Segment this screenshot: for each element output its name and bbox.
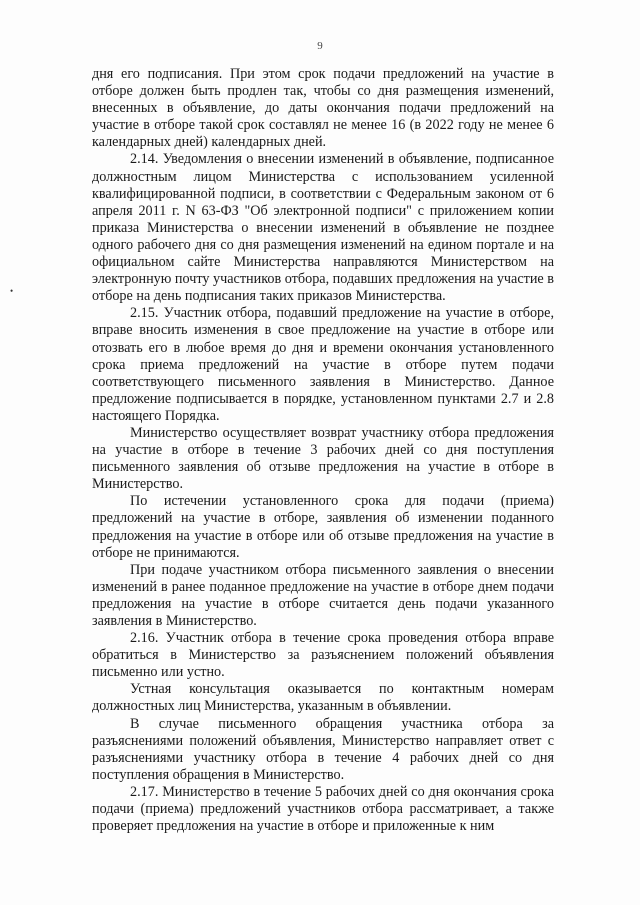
paragraph: 2.14. Уведомления о внесении изменений в объявление, подписанное должностным лицом Министерства с использованием усиленной квалифицированной подписи, в соответствии с Федеральным законом от 6 апреля 2011 г. N 63-ФЗ "Об электронной подписи" с приложением копии приказа Министерства о внесении изменений в объявление не позднее одного рабочего дня со дня размещения изменений на едином портале и на официальном сайте Министерства направляются Министерством на электронную почту участников отбора, подавших предложения на участие в отборе на день подписания таких приказов Министерства. — [92, 151, 554, 305]
paragraph: 2.15. Участник отбора, подавший предложение на участие в отборе, вправе вносить изменения в свое предложение на участие в отборе или отозвать его в любое время до дня и времени окончания установленного срока приема предложений на участие в отборе путем подачи соответствующего письменного заявления в Министерство. Данное предложение подписывается в порядке, установленном пунктами 2.7 и 2.8 настоящего Порядка. — [92, 305, 554, 424]
paragraph: 2.17. Министерство в течение 5 рабочих дней со дня окончания срока подачи (приема) предложений участников отбора рассматривает, а также проверяет предложения на участие в отборе и приложенные к ним — [92, 783, 554, 835]
document-body — [92, 66, 554, 835]
page-number: 9 — [317, 40, 323, 52]
paragraph: Министерство осуществляет возврат участнику отбора предложения на участие в отборе в течение 3 рабочих дней со дня поступления письменного заявления об отзыве предложения на участие в отборе в Министерство. — [92, 424, 554, 493]
paragraph: дня его подписания. При этом срок подачи предложений на участие в отборе должен быть продлен так, чтобы со дня размещения изменений, внесенных в объявление, до даты окончания подачи предложений на участие в отборе такой срок составлял не менее 16 (в 2022 году не менее 6 календарных дней) календарных дней. — [92, 66, 554, 151]
paragraph: В случае письменного обращения участника отбора за разъяснениями положений объявления, Министерство направляет ответ с разъяснениями участнику отбора в течение 4 рабочих дней со дня поступления обращения в Министерство. — [92, 715, 554, 783]
paragraph: По истечении установленного срока для подачи (приема) предложений на участие в отборе, заявления об изменении поданного предложения на участие в отборе или об отзыве предложения на участие в отборе не принимаются. — [92, 493, 554, 561]
paragraph: При подаче участником отбора письменного заявления о внесении изменений в ранее поданное предложение на участие в отборе днем подачи предложения на участие в отборе считается день подачи указанного заявления в Министерство. — [92, 561, 554, 629]
margin-mark: • — [10, 286, 14, 296]
paragraph: 2.16. Участник отбора в течение срока проведения отбора вправе обратиться в Министерство за разъяснением положений объявления письменно или устно. — [92, 630, 554, 681]
paragraph: Устная консультация оказывается по контактным номерам должностных лиц Министерства, указанным в объявлении. — [92, 681, 554, 715]
